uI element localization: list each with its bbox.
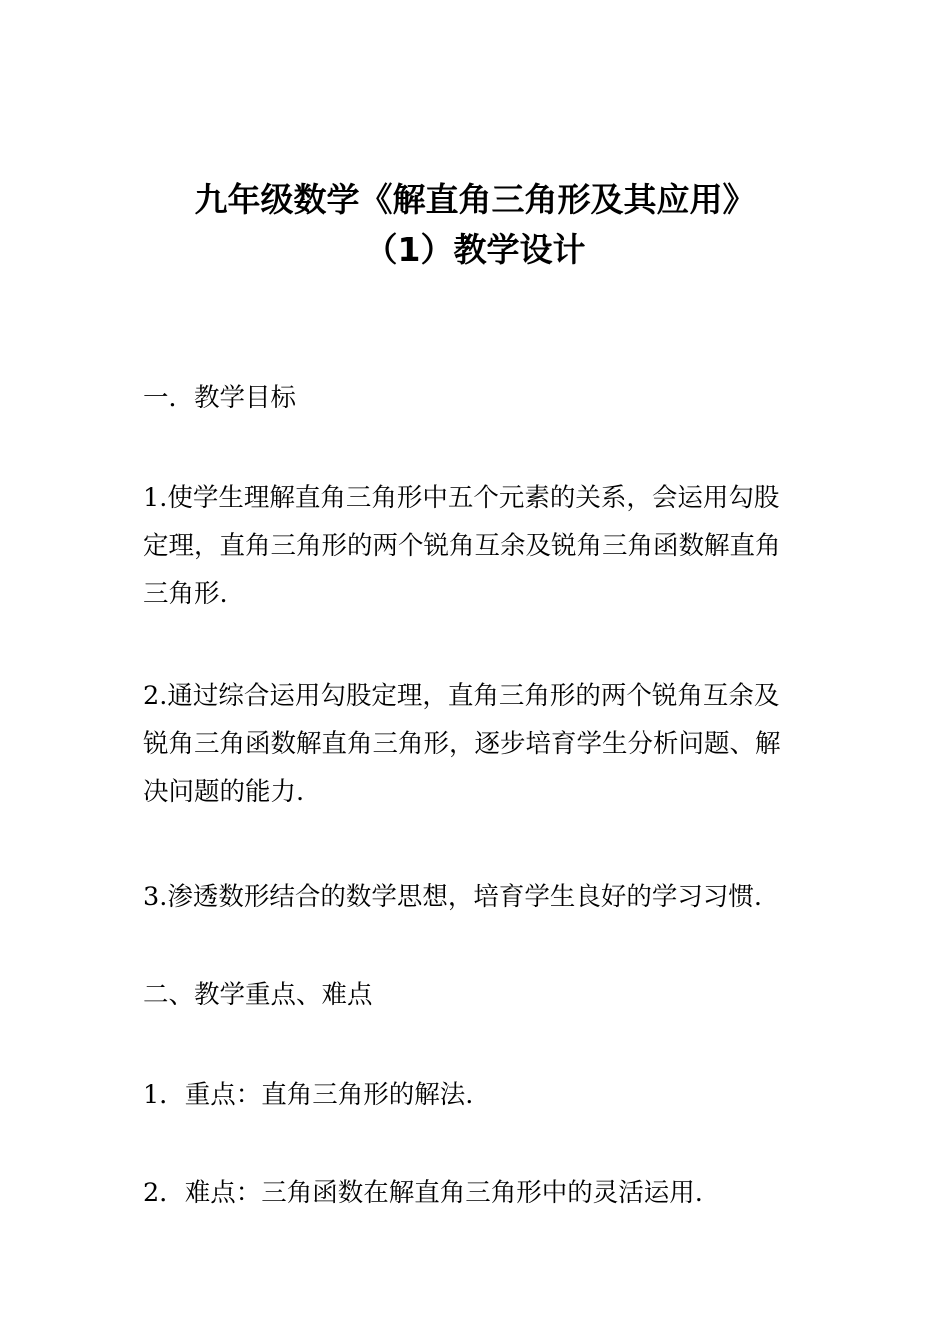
section-heading-teaching-objectives (143, 374, 823, 422)
key-point-text: 1．重点：直角三角形的解法. (143, 1080, 474, 1110)
objective-2-line-3: 决问题的能力. (143, 777, 305, 807)
objective-item-2 (143, 672, 823, 816)
objective-item-3 (143, 873, 823, 921)
difficult-point-item (143, 1169, 823, 1217)
difficult-point-text: 2．难点：三角函数在解直角三角形中的灵活运用. (143, 1178, 703, 1208)
section-heading-text: 一．教学目标 (143, 383, 297, 413)
document-title-line-2: （1）教学设计 (364, 230, 586, 269)
objective-3-line-1: 3.渗透数形结合的数学思想，培育学生良好的学习习惯. (143, 882, 762, 912)
section-heading-text: 二、教学重点、难点 (143, 980, 373, 1010)
objective-1-line-3: 三角形. (143, 579, 228, 609)
objective-1-line-2: 定理，直角三角形的两个锐角互余及锐角三角函数解直角 (143, 531, 781, 561)
document-title-line-1: 九年级数学《解直角三角形及其应用》 (194, 180, 756, 219)
objective-item-1 (143, 474, 823, 618)
objective-1-line-1: 1.使学生理解直角三角形中五个元素的关系，会运用勾股 (143, 483, 780, 513)
objective-2-line-1: 2.通过综合运用勾股定理，直角三角形的两个锐角互余及 (143, 681, 780, 711)
objective-2-line-2: 锐角三角函数解直角三角形，逐步培育学生分析问题、解 (143, 729, 781, 759)
section-heading-key-difficult-points (143, 971, 823, 1019)
key-point-item (143, 1071, 823, 1119)
